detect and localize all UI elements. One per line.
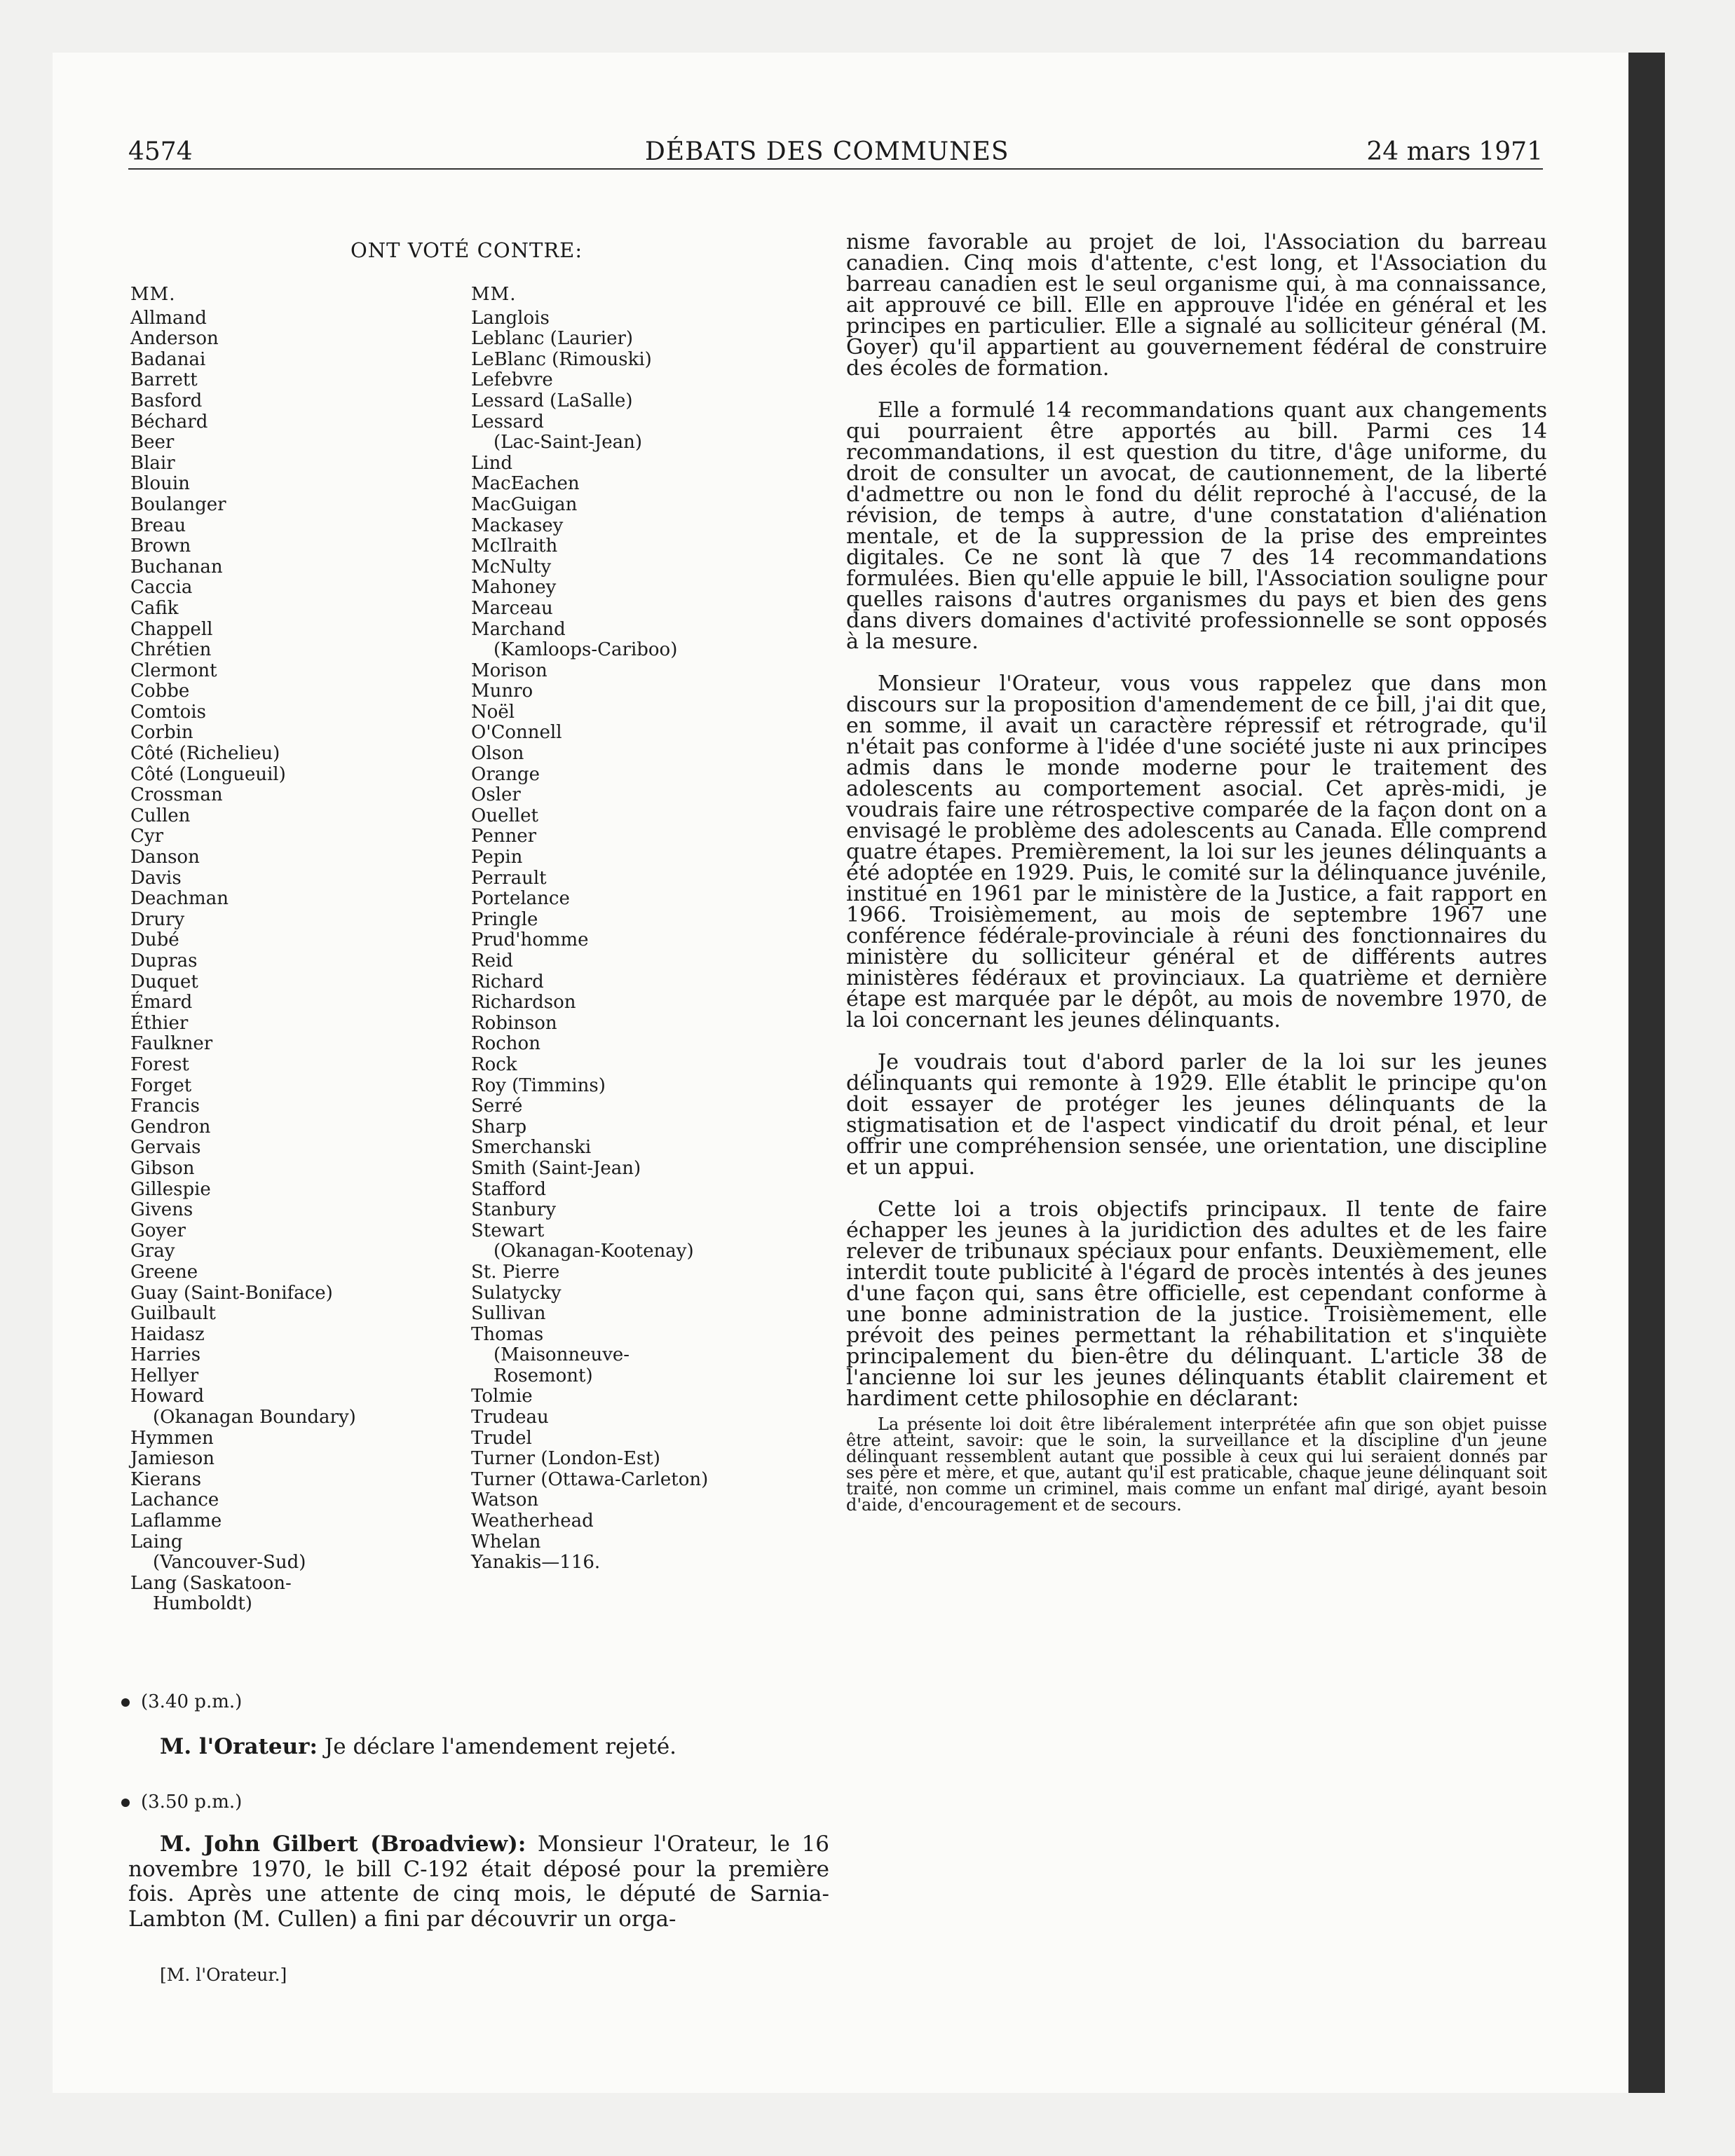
member-name: Boulanger: [130, 493, 226, 515]
member-name: Laing: [130, 1531, 183, 1553]
member-name: Richardson: [471, 992, 576, 1014]
member-name: Lind: [471, 452, 512, 474]
member-name: Blouin: [130, 473, 190, 495]
member-name: Kierans: [130, 1468, 202, 1490]
member-name: Blair: [130, 452, 175, 474]
member-name: Crossman: [130, 784, 223, 806]
member-name: Harries: [130, 1344, 201, 1366]
member-name: Munro: [471, 681, 533, 702]
gilbert-speech: [128, 1832, 829, 1932]
member-name: Osler: [471, 784, 521, 806]
speaker-text: Je déclare l'amendement rejeté.: [324, 1734, 677, 1759]
member-name: Ouellet: [471, 805, 538, 826]
time-marker-1: [121, 1691, 242, 1712]
editorial-bracket: [M. l'Orateur.]: [160, 1965, 287, 1985]
quotation: La présente loi doit être libéralement interprétée afin que son objet puisse être atteint, savoir: que le soin, la surveillance et la discipline d'un jeune délinquant ressemblent autant que possible à ceux qui lui seraient donnés par ses père et mère, et que, autant qu'il est praticable, chaque jeune délinquant soit traité, non comme un criminel, mais comme un enfant mal dirigé, ayant besoin d'aide, d'encouragement et de secours.: [846, 1414, 1547, 1515]
member-name: Francis: [130, 1096, 200, 1117]
member-name: Basford: [130, 390, 203, 411]
vote-list-left: [130, 285, 356, 1615]
member-name: Dubé: [130, 929, 179, 951]
member-name: Watson: [471, 1489, 539, 1511]
member-name: Rock: [471, 1053, 517, 1075]
member-name: Sharp: [471, 1116, 527, 1138]
member-name: (Vancouver-Sud): [153, 1552, 306, 1574]
member-name: Smerchanski: [471, 1137, 592, 1159]
scan-edge: [1628, 53, 1665, 2093]
member-name: Leblanc (Laurier): [471, 328, 634, 350]
time-text: (3.50 p.m.): [141, 1792, 243, 1813]
member-name: Clermont: [130, 660, 217, 681]
member-name: O'Connell: [471, 722, 562, 744]
member-name: Cobbe: [130, 681, 190, 702]
member-name: Lessard (LaSalle): [471, 390, 633, 411]
member-name: Lang (Saskatoon-: [130, 1572, 292, 1594]
member-name: Greene: [130, 1261, 198, 1283]
member-name: Buchanan: [130, 556, 223, 578]
member-name: Stewart: [471, 1220, 545, 1241]
member-name: Badanai: [130, 348, 206, 370]
member-name: Stanbury: [471, 1199, 557, 1221]
member-name: Portelance: [471, 888, 570, 910]
bullet-icon: [121, 1698, 130, 1707]
member-name: Cafik: [130, 597, 179, 619]
paragraph: nisme favorable au projet de loi, l'Association du barreau canadien. Cinq mois d'attente, c'est long, et l'Association du barreau canadien est le seul organisme qui, à ma connaissance, ait approuvé ce bill. Elle en approuve l'idée en général et les principes en particulier. Elle a signalé au solliciteur général (M. Goyer) qu'il appartient au gouvernement fédéral de construire des écoles de formation.: [846, 230, 1547, 381]
member-name: Gendron: [130, 1116, 211, 1138]
bullet-icon: [121, 1799, 130, 1807]
header-rule: [128, 168, 1543, 170]
member-name: Gervais: [130, 1137, 201, 1159]
member-name: Marchand: [471, 618, 566, 640]
member-name: Duquet: [130, 971, 198, 992]
member-name: Anderson: [130, 328, 219, 350]
member-name: Faulkner: [130, 1033, 213, 1055]
member-name: Yanakis—116.: [471, 1552, 601, 1574]
member-name: Forest: [130, 1053, 189, 1075]
member-name: Turner (Ottawa-Carleton): [471, 1468, 709, 1490]
page-number: 4574: [128, 137, 193, 166]
member-name: Whelan: [471, 1531, 541, 1553]
vote-list-right: [471, 285, 708, 1574]
member-name: Turner (London-Est): [471, 1448, 660, 1470]
member-name: Côté (Longueuil): [130, 763, 286, 785]
member-name: Penner: [471, 826, 537, 847]
member-name: Noël: [471, 701, 515, 723]
speaker-name: M. l'Orateur:: [160, 1734, 318, 1759]
member-name: Guilbault: [130, 1303, 216, 1325]
member-name: Comtois: [130, 701, 206, 723]
member-name: Hellyer: [130, 1365, 199, 1386]
time-marker-2: [121, 1792, 242, 1813]
member-name: Cullen: [130, 805, 191, 826]
member-name: Deachman: [130, 888, 229, 910]
member-name: Mahoney: [471, 577, 557, 599]
member-name: Jamieson: [130, 1448, 215, 1470]
member-name: Dupras: [130, 950, 198, 971]
member-name: Perrault: [471, 867, 547, 889]
member-name: Pringle: [471, 908, 538, 930]
member-name: Chappell: [130, 618, 213, 640]
member-name: Prud'homme: [471, 929, 589, 951]
member-name: (Maisonneuve-: [494, 1344, 630, 1366]
member-name: Cyr: [130, 826, 164, 847]
paragraph: Monsieur l'Orateur, vous vous rappelez que dans mon discours sur la proposition d'amendement de ce bill, j'ai dit que, en somme, il avait un caractère répressif et rétrograde, qu'il n'était pas conforme à l'idée d'une société juste ni aux principes admis dans le monde moderne pour le traitement des adolescents au comportement asocial. Cet après-midi, je voudrais faire une rétrospective comparée de la façon dont on a envisagé le problème des adolescents au Canada. Elle comprend quatre étapes. Premièrement, la loi sur les jeunes délinquants a été adoptée en 1929. Puis, le comité sur la délinquance juvénile, institué en 1961 par le ministère de la Justice, a fait rapport en 1966. Troisièmement, au mois de septembre 1967 une conférence fédérale-provinciale à réuni des fonctionnaires du ministère du solliciteur général et de différents autres ministères fédéraux et provinciaux. La quatrième et dernière étape est marquée par le dépôt, au mois de novembre 1970, de la loi concernant les jeunes délinquants.: [846, 671, 1547, 1032]
member-name: Mackasey: [471, 514, 564, 536]
member-name: Givens: [130, 1199, 193, 1221]
right-column: [846, 232, 1547, 1513]
member-name: MacGuigan: [471, 493, 578, 515]
paragraph: Je voudrais tout d'abord parler de la loi sur les jeunes délinquants qui remonte à 1929. Elle établit le principe qu'on doit essayer de protéger les jeunes délinquants de la stigmatisation et de l'aspect vindicatif du droit pénal, et leur offrir une compréhension sensée, une orientation, une discipline et un appui.: [846, 1050, 1547, 1180]
member-name: (Kamloops-Cariboo): [494, 639, 678, 661]
member-name: Thomas: [471, 1323, 544, 1345]
member-name: Éthier: [130, 1012, 189, 1034]
member-name: Gillespie: [130, 1178, 211, 1200]
member-name: Breau: [130, 514, 186, 536]
member-name: LeBlanc (Rimouski): [471, 348, 652, 370]
member-name: St. Pierre: [471, 1261, 560, 1283]
member-name: Pepin: [471, 847, 523, 868]
member-name: Stafford: [471, 1178, 546, 1200]
member-name: Serré: [471, 1096, 523, 1117]
member-name: Corbin: [130, 722, 193, 744]
member-name: Humboldt): [153, 1593, 252, 1615]
member-name: Orange: [471, 763, 540, 785]
member-name: Trudeau: [471, 1407, 549, 1428]
member-name: Richard: [471, 971, 544, 992]
member-name: Lessard: [471, 411, 544, 432]
member-name: Tolmie: [471, 1386, 533, 1407]
member-name: Rochon: [471, 1033, 540, 1055]
member-name: Danson: [130, 847, 200, 868]
member-name: Trudel: [471, 1427, 532, 1449]
vote-heading: ONT VOTÉ CONTRE:: [351, 238, 583, 262]
member-name: Beer: [130, 432, 175, 453]
member-name: Goyer: [130, 1220, 186, 1241]
member-name: Hymmen: [130, 1427, 214, 1449]
mm-header-left: MM.: [130, 284, 176, 305]
member-name: (Okanagan-Kootenay): [494, 1241, 694, 1262]
member-name: Smith (Saint-Jean): [471, 1157, 641, 1179]
member-name: Lefebvre: [471, 369, 553, 391]
member-name: Forget: [130, 1074, 192, 1096]
member-name: Barrett: [130, 369, 198, 391]
member-name: Laflamme: [130, 1510, 222, 1532]
member-name: Morison: [471, 660, 547, 681]
member-name: McNulty: [471, 556, 552, 578]
member-name: Sulatycky: [471, 1282, 562, 1304]
member-name: Howard: [130, 1386, 205, 1407]
member-name: Chrétien: [130, 639, 212, 661]
member-name: Caccia: [130, 577, 193, 599]
paragraph: Cette loi a trois objectifs principaux. Il tente de faire échapper les jeunes à la juridiction des adultes et de les faire relever de tribunaux spéciaux pour enfants. Deuxièmement, elle interdit toute publicité à l'égard de procès intentés à des jeunes d'une façon qui, sans être officielle, est cependant conforme à une bonne administration de la justice. Troisièmement, elle prévoit des peines permettant la réhabilitation et s'inquiète principalement du bien-être du délinquant. L'article 38 de l'ancienne loi sur les jeunes délinquants établit clairement et hardiment cette philosophie en déclarant:: [846, 1197, 1547, 1411]
member-name: Côté (Richelieu): [130, 743, 280, 765]
member-name: Allmand: [130, 307, 207, 329]
member-name: Lachance: [130, 1489, 219, 1511]
member-name: MacEachen: [471, 473, 580, 495]
member-name: Olson: [471, 743, 524, 765]
member-name: Guay (Saint-Boniface): [130, 1282, 333, 1304]
speaker-name: M. John Gilbert (Broadview):: [160, 1831, 526, 1857]
speaker-statement-1: [160, 1734, 676, 1759]
member-name: (Okanagan Boundary): [153, 1407, 356, 1428]
member-name: Haidasz: [130, 1323, 205, 1345]
paragraph: Elle a formulé 14 recommandations quant aux changements qui pourraient être apportés au bill. Parmi ces 14 recommandations, il est question du titre, d'âge uniforme, du droit de consulter un avocat, de cautionnement, de la liberté d'admettre ou non le fond du délit reproché à l'accusé, de la révision, de temps à autre, d'une constatation d'aliénation mentale, et de la suppression de la prise des empreintes digitales. Ce ne sont là que 7 des 14 recommandations formulées. Bien qu'elle appuie le bill, l'Association souligne pour quelles raisons d'autres organismes du pays et bien des gens dans divers domaines d'activité professionnelle se sont opposés à la mesure.: [846, 398, 1547, 654]
member-name: Robinson: [471, 1012, 557, 1034]
member-name: Émard: [130, 992, 193, 1014]
member-name: Sullivan: [471, 1303, 546, 1325]
page-title: DÉBATS DES COMMUNES: [645, 137, 1009, 166]
member-name: Béchard: [130, 411, 208, 432]
member-name: Drury: [130, 908, 185, 930]
member-name: Langlois: [471, 307, 550, 329]
member-name: Gray: [130, 1241, 175, 1262]
member-name: Marceau: [471, 597, 553, 619]
member-name: McIlraith: [471, 535, 558, 557]
member-name: Rosemont): [494, 1365, 593, 1386]
member-name: Reid: [471, 950, 513, 971]
member-name: (Lac-Saint-Jean): [494, 432, 643, 453]
member-name: Davis: [130, 867, 182, 889]
member-name: Roy (Timmins): [471, 1074, 606, 1096]
speaker-text: Monsieur l'Orateur, le 16 novembre 1970, le bill C-192 était déposé pour la première fois. Après une attente de cinq mois, le député de Sarnia-Lambton (M. Cullen) a fini par découvrir un orga-: [128, 1831, 830, 1932]
member-name: Brown: [130, 535, 191, 557]
member-name: Weatherhead: [471, 1510, 594, 1532]
mm-header-right: MM.: [471, 284, 517, 305]
time-text: (3.40 p.m.): [141, 1691, 243, 1712]
member-name: Gibson: [130, 1157, 195, 1179]
page-date: 24 mars 1971: [1366, 137, 1543, 166]
